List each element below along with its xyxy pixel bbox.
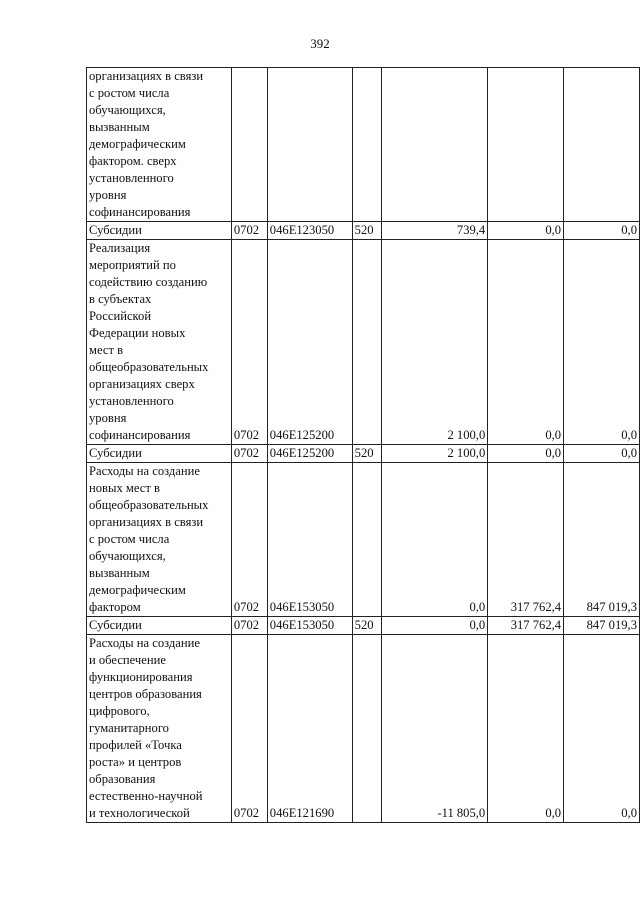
amount-year2-cell: 0,0 [488,635,564,823]
page-number: 392 [310,36,330,51]
target-article-cell: 046E125200 [267,445,352,463]
item-name-line: роста» и центров [89,755,182,769]
section-code-cell: 0702 [231,222,267,240]
table-row [87,68,640,222]
target-article-cell: 046E153050 [267,463,352,617]
item-name-line: Реализация [89,241,151,255]
item-name-line: обучающихся, [89,549,166,563]
table-row [87,635,640,823]
target-article-cell: 046E121690 [267,635,352,823]
amount-year1-cell: -11 805,0 [381,635,488,823]
item-name-line: демографическим [89,583,186,597]
amount-year1-cell: 2 100,0 [381,445,488,463]
item-name-line: Российской [89,309,152,323]
item-name-line: с ростом числа [89,86,170,100]
item-name-line: софинансирования [89,428,191,442]
amount-year2-cell: 317 762,4 [488,617,564,635]
item-name-line: общеобразовательных [89,360,209,374]
item-name-line: содействию созданию [89,275,208,289]
item-name-line: вызванным [89,120,150,134]
item-name-line: и технологической [89,806,190,820]
target-article-cell: 046E153050 [267,617,352,635]
item-name-cell [87,222,232,240]
item-name-line: функционирования [89,670,193,684]
item-name-line: вызванным [89,566,150,580]
amount-year2-cell: 0,0 [488,222,564,240]
amount-year3-cell: 0,0 [564,445,640,463]
item-name-line: Расходы на создание [89,464,200,478]
budget-table-body [87,68,640,823]
expense-type-cell [352,635,381,823]
amount-year1-cell: 739,4 [381,222,488,240]
target-article-cell: 046E125200 [267,240,352,445]
item-name-line: уровня [89,411,127,425]
item-name-line: и обеспечение [89,653,166,667]
table-row [87,617,640,635]
item-name-line: мест в [89,343,124,357]
item-name-line: софинансирования [89,205,191,219]
table-row [87,463,640,617]
expense-type-cell [352,68,381,222]
section-code-cell: 0702 [231,635,267,823]
item-name-line: образования [89,772,156,786]
item-name-line: естественно-научной [89,789,203,803]
table-row [87,222,640,240]
amount-year1-cell: 0,0 [381,463,488,617]
item-name-cell [87,617,232,635]
amount-year2-cell: 317 762,4 [488,463,564,617]
item-name-cell [87,635,232,823]
item-name-line: обучающихся, [89,103,166,117]
item-name-line: гуманитарного [89,721,169,735]
item-name-line: уровня [89,188,127,202]
amount-year3-cell: 0,0 [564,635,640,823]
expense-type-cell [352,240,381,445]
section-code-cell [231,68,267,222]
item-name-cell [87,463,232,617]
section-code-cell: 0702 [231,240,267,445]
item-name-line: фактором [89,600,141,614]
amount-year3-cell: 847 019,3 [564,463,640,617]
item-name-line: Субсидии [89,223,142,237]
amount-year1-cell: 0,0 [381,617,488,635]
amount-year3-cell: 0,0 [564,222,640,240]
item-name-cell [87,445,232,463]
target-article-cell: 046E123050 [267,222,352,240]
item-name-line: демографическим [89,137,186,151]
item-name-line: установленного [89,394,174,408]
item-name-line: Федерации новых [89,326,186,340]
amount-year3-cell: 0,0 [564,240,640,445]
item-name-line: организациях сверх [89,377,195,391]
item-name-line: центров образования [89,687,202,701]
amount-year2-cell [488,68,564,222]
item-name-line: Субсидии [89,446,142,460]
item-name-line: организациях в связи [89,69,204,83]
amount-year2-cell: 0,0 [488,240,564,445]
table-row [87,445,640,463]
amount-year2-cell: 0,0 [488,445,564,463]
budget-table [86,67,640,823]
expense-type-cell: 520 [352,222,381,240]
item-name-line: мероприятий по [89,258,176,272]
item-name-line: организациях в связи [89,515,204,529]
item-name-line: Расходы на создание [89,636,200,650]
item-name-line: профилей «Точка [89,738,182,752]
item-name-cell [87,68,232,222]
table-row [87,240,640,445]
section-code-cell: 0702 [231,463,267,617]
amount-year1-cell [381,68,488,222]
amount-year1-cell: 2 100,0 [381,240,488,445]
item-name-cell [87,240,232,445]
expense-type-cell [352,463,381,617]
item-name-line: Субсидии [89,618,142,632]
item-name-line: общеобразовательных [89,498,209,512]
section-code-cell: 0702 [231,445,267,463]
expense-type-cell: 520 [352,445,381,463]
expense-type-cell: 520 [352,617,381,635]
amount-year3-cell: 847 019,3 [564,617,640,635]
section-code-cell: 0702 [231,617,267,635]
item-name-line: с ростом числа [89,532,170,546]
item-name-line: в субъектах [89,292,152,306]
target-article-cell [267,68,352,222]
item-name-line: цифрового, [89,704,150,718]
item-name-line: установленного [89,171,174,185]
item-name-line: фактором. сверх [89,154,177,168]
amount-year3-cell [564,68,640,222]
item-name-line: новых мест в [89,481,160,495]
